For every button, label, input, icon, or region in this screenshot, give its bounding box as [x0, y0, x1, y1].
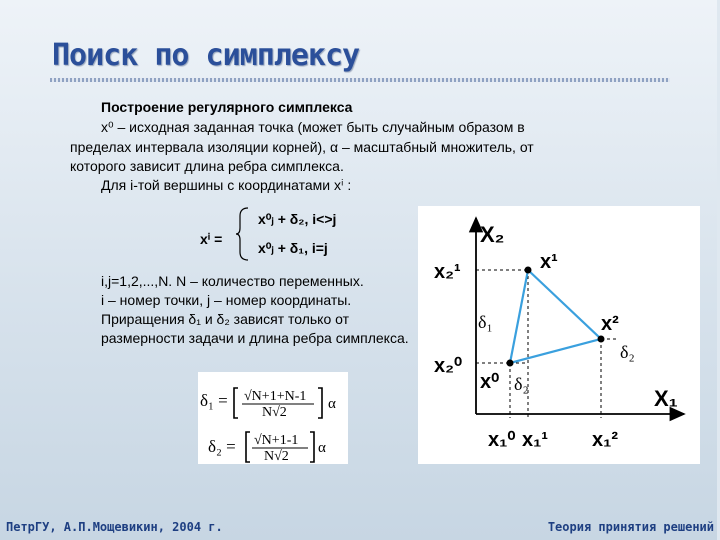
x1-axis-label: X₁: [654, 386, 678, 411]
delta1-denominator: N√2: [262, 405, 287, 420]
delta2-bottom-label: δ₂: [514, 374, 529, 394]
vertex-x0: [507, 360, 514, 367]
definition-case-2: x⁰ⱼ + δ₁, i=j: [258, 240, 328, 256]
vertex-x2: [598, 336, 605, 343]
x2-0-label: x₂⁰: [434, 355, 463, 377]
paragraph-line: x⁰ – исходная заданная точка (может быть случайным образом в: [101, 119, 525, 135]
definition-case-1: x⁰ⱼ + δ₂, i<>j: [258, 211, 337, 227]
footer-course: Теория принятия решений: [547, 520, 714, 534]
paragraph-line: i – номер точки, j – номер координаты.: [101, 292, 352, 308]
delta1-lhs: δ₁ =: [200, 391, 228, 410]
x2-1-label: x₂¹: [434, 261, 461, 283]
x2-axis-label: X₂: [480, 222, 505, 247]
definition-lhs: xⁱ =: [200, 231, 223, 247]
slide-title: Поиск по симплексу: [52, 38, 360, 73]
paragraph-line: размерности задачи и длина ребра симплекса.: [101, 330, 409, 346]
simplex-triangle: [510, 270, 601, 363]
vertex-x2-label: x²: [601, 313, 619, 335]
alpha-2: α: [318, 440, 326, 456]
vertex-x1-label: x¹: [540, 251, 558, 273]
vertex-x0-label: x⁰: [480, 371, 500, 393]
paragraph-line: которого зависит длина ребра симплекса.: [70, 158, 344, 174]
paragraph-line: Для i-той вершины с координатами xⁱ :: [101, 177, 352, 193]
delta2-denominator: N√2: [264, 449, 289, 464]
paragraph-line: пределах интервала изоляции корней), α – масштабный множитель, от: [70, 139, 534, 155]
delta-formulas: [198, 372, 348, 464]
footer-author: ПетрГУ, А.П.Мощевикин, 2004 г.: [6, 520, 223, 534]
alpha-1: α: [328, 396, 336, 412]
delta2-lhs: δ₂ =: [208, 437, 236, 456]
delta1-label: δ₁: [478, 312, 493, 332]
delta2-right-label: δ₂: [620, 342, 635, 362]
x1-1-label: x₁¹: [522, 429, 549, 451]
vertex-x1: [525, 267, 532, 274]
x1-0-label: x₁⁰: [488, 429, 516, 451]
simplex-diagram-canvas: [418, 206, 700, 464]
delta2-numerator: √N+1-1: [254, 433, 299, 448]
left-brace: [236, 206, 252, 262]
x1-2-label: x₁²: [592, 429, 619, 451]
formula-canvas: [198, 372, 348, 464]
section-heading: Построение регулярного симплекса: [101, 99, 353, 115]
simplex-diagram: [418, 206, 700, 464]
delta1-numerator: √N+1+N-1: [244, 389, 307, 404]
title-divider: [50, 78, 670, 82]
paragraph-line: Приращения δ₁ и δ₂ зависят только от: [101, 311, 350, 327]
paragraph-line: i,j=1,2,...,N. N – количество переменных.: [101, 273, 364, 289]
